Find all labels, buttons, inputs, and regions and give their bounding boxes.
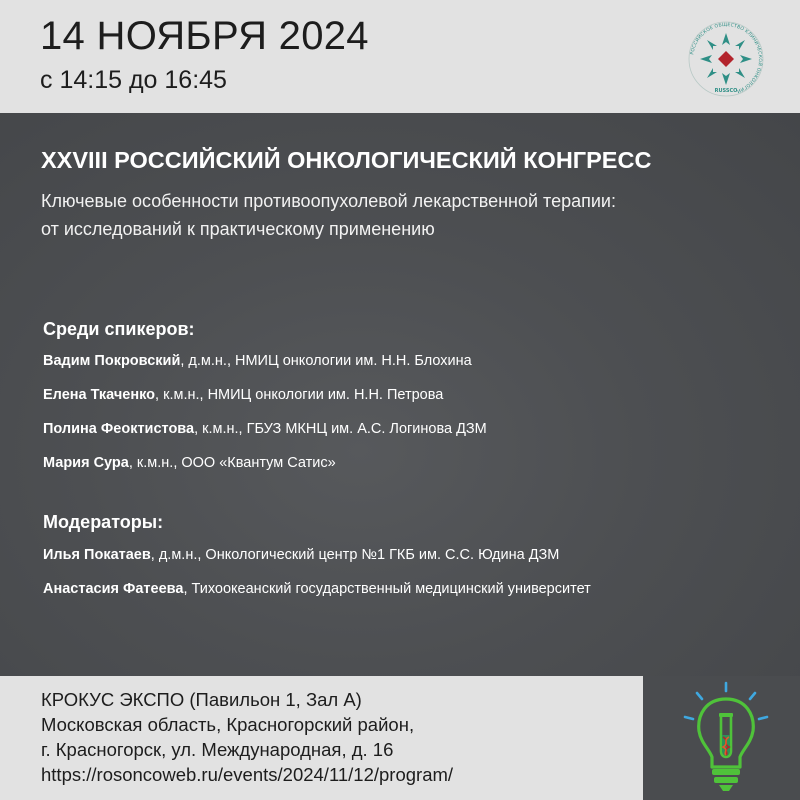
subtitle-line-1: Ключевые особенности противоопухолевой лекарственной терапии: xyxy=(41,191,616,211)
speaker-name: Вадим Покровский xyxy=(43,353,181,369)
logo-ring-text: РОССИЙСКОЕ ОБЩЕСТВО КЛИНИЧЕСКОЙ ОНКОЛОГИИ xyxy=(690,22,763,94)
speaker-name: Мария Сура xyxy=(43,455,129,471)
moderator-name: Анастасия Фатеева xyxy=(43,581,184,597)
venue-name: КРОКУС ЭКСПО (Павильон 1, Зал А) xyxy=(41,689,362,710)
russco-logo-icon xyxy=(686,19,766,99)
event-date: 14 НОЯБРЯ 2024 xyxy=(40,14,369,58)
moderator-item xyxy=(43,581,591,597)
speaker-details: , к.м.н., ООО «Квантум Сатис» xyxy=(128,455,336,471)
moderator-details: , Тихоокеанский государственный медицинский университет xyxy=(183,581,591,597)
moderator-details: , д.м.н., Онкологический центр №1 ГКБ им. С.С. Юдина ДЗМ xyxy=(150,547,560,563)
event-subtitle xyxy=(41,187,616,243)
speaker-item xyxy=(43,455,336,471)
venue-region: Московская область, Красногорский район, xyxy=(41,714,415,735)
program-link[interactable]: https://rosoncoweb.ru/events/2024/11/12/program/ xyxy=(41,764,454,785)
header-band xyxy=(0,0,800,113)
congress-title: XXVIII РОССИЙСКИЙ ОНКОЛОГИЧЕСКИЙ КОНГРЕСС xyxy=(41,147,652,173)
logo-text: RUSSCO xyxy=(714,88,738,94)
speaker-item xyxy=(43,353,472,369)
lightbulb-test-tube-icon xyxy=(681,679,771,799)
speaker-name: Елена Ткаченко xyxy=(43,387,156,403)
moderator-name: Илья Покатаев xyxy=(43,547,151,563)
speaker-details: , к.м.н., ГБУЗ МКНЦ им. А.С. Логинова ДЗМ xyxy=(194,421,487,437)
venue-street: г. Красногорск, ул. Международная, д. 16 xyxy=(41,739,394,760)
subtitle-line-2: от исследований к практическому применению xyxy=(41,219,435,239)
speakers-heading: Среди спикеров: xyxy=(43,319,195,339)
speaker-item xyxy=(43,421,487,437)
speaker-details: , к.м.н., НМИЦ онкологии им. Н.Н. Петрова xyxy=(155,387,444,403)
venue-footer xyxy=(0,676,643,800)
speaker-details: , д.м.н., НМИЦ онкологии им. Н.Н. Блохина xyxy=(180,353,472,369)
main-panel xyxy=(0,113,800,676)
speaker-item xyxy=(43,387,443,403)
bulb-panel xyxy=(643,676,800,800)
moderators-heading: Модераторы: xyxy=(43,512,164,532)
event-time: с 14:15 до 16:45 xyxy=(40,66,227,94)
speaker-name: Полина Феоктистова xyxy=(43,421,195,437)
moderator-item xyxy=(43,547,559,563)
